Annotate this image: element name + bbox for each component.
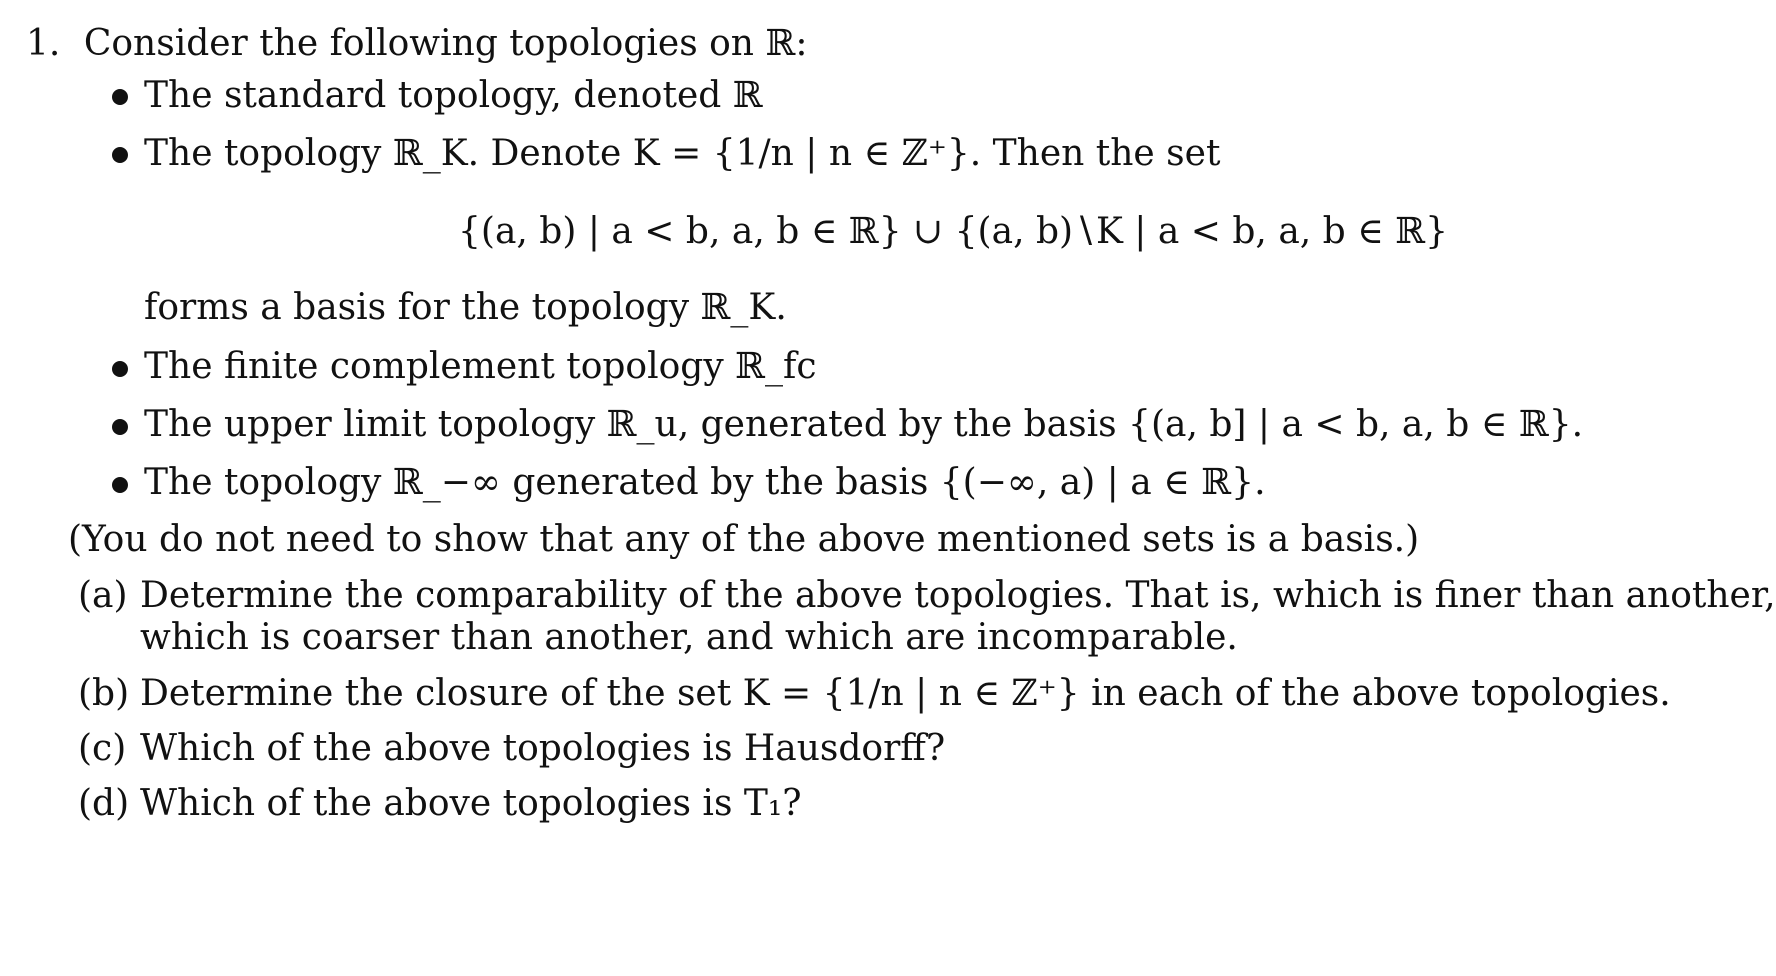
problem-number: 1. — [26, 23, 61, 64]
part-a-text-line1: Determine the comparability of the above topologies. That is, which is finer than another, — [140, 575, 1776, 616]
bullet-neg-infinity: The topology ℝ_−∞ generated by the basis {(−∞, a) | a ∈ ℝ}. — [144, 462, 1266, 503]
part-c-label: (c) — [78, 728, 127, 769]
bullet-marker — [112, 361, 128, 377]
problem-header — [26, 20, 808, 68]
problem-intro: Consider the following topologies on ℝ: — [83, 23, 808, 64]
part-b-label: (b) — [78, 673, 130, 714]
part-a-label: (a) — [78, 575, 128, 616]
part-d-label: (d) — [78, 783, 130, 824]
part-d-text: Which of the above topologies is T₁? — [140, 783, 802, 824]
bullet-finite-complement: The finite complement topology ℝ_fc — [144, 346, 817, 387]
bullet-marker — [112, 89, 128, 105]
basis-note: forms a basis for the topology ℝ_K. — [144, 287, 787, 328]
part-b-text: Determine the closure of the set K = {1/n | n ∈ ℤ⁺} in each of the above topologies. — [140, 673, 1671, 714]
bullet-marker — [112, 477, 128, 493]
part-a-text-line2: which is coarser than another, and which are incomparable. — [140, 617, 1238, 658]
bullet-marker — [112, 419, 128, 435]
bullet-standard-topology: The standard topology, denoted ℝ — [144, 75, 763, 116]
remark: (You do not need to show that any of the above mentioned sets is a basis.) — [68, 519, 1420, 560]
bullet-k-topology: The topology ℝ_K. Denote K = {1/n | n ∈ ℤ⁺}. Then the set — [144, 133, 1221, 174]
part-c-text: Which of the above topologies is Hausdorff? — [140, 728, 946, 769]
bullet-marker — [112, 147, 128, 163]
display-formula: {(a, b) | a < b, a, b ∈ ℝ} ∪ {(a, b)∖K | a < b, a, b ∈ ℝ} — [458, 211, 1449, 252]
bullet-upper-limit: The upper limit topology ℝ_u, generated by the basis {(a, b] | a < b, a, b ∈ ℝ}. — [144, 404, 1584, 445]
